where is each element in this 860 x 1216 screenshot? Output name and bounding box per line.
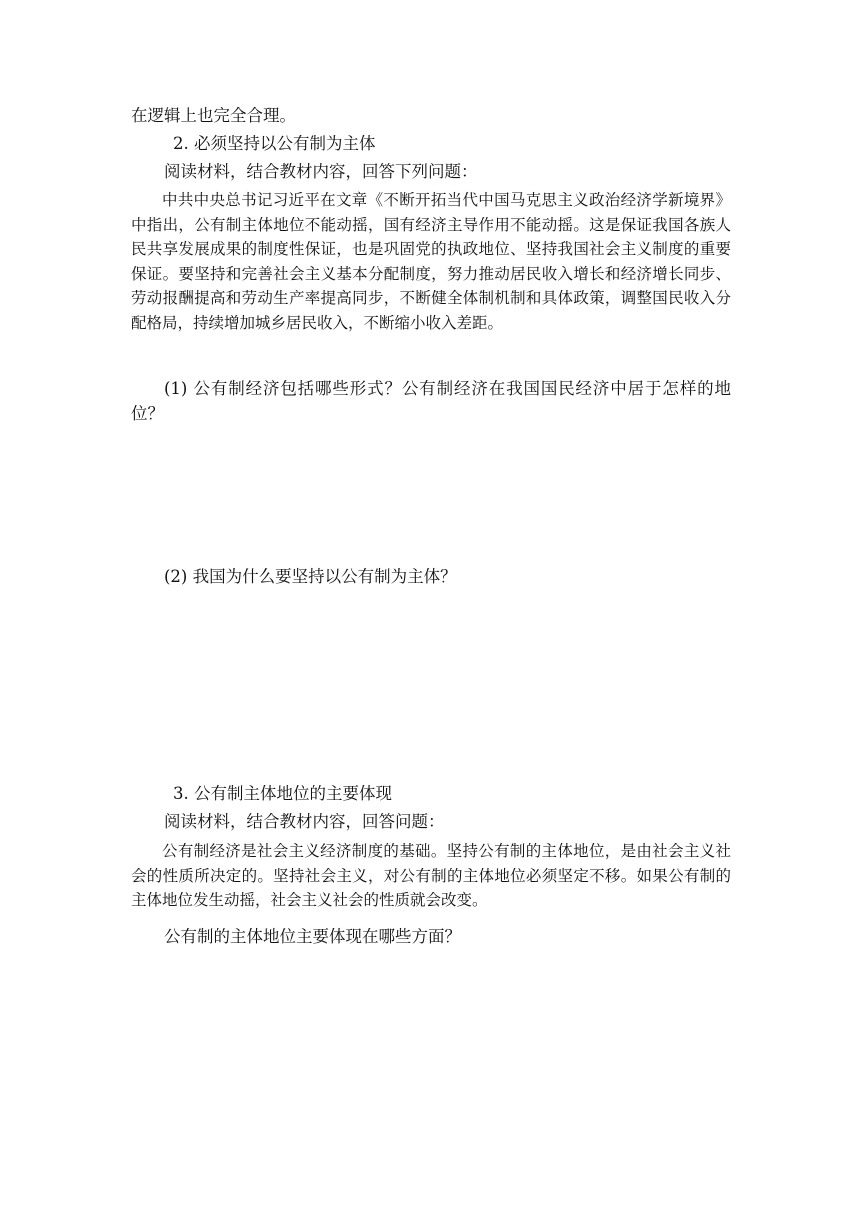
- section-3-instruction: 阅读材料，结合教材内容，回答问题：: [164, 812, 445, 831]
- section-2-instruction: 阅读材料，结合教材内容，回答下列问题：: [164, 162, 478, 181]
- section-2-heading: 2. 必须坚持以公有制为主体: [173, 134, 376, 153]
- section-3-material: 公有制经济是社会主义经济制度的基础。坚持公有制的主体地位，是由社会主义社会的性质所决定的。坚持社会主义，对公有制的主体地位必须坚定不移。如果公有制的主体地位发生动摇，社会主义社会的性质就会改变。: [131, 842, 731, 909]
- question-2: (2) 我国为什么要坚持以公有制为主体？: [164, 567, 457, 586]
- continued-text-line: 在逻辑上也完全合理。: [131, 106, 296, 125]
- question-1: (1) 公有制经济包括哪些形式？公有制经济在我国国民经济中居于怎样的地位？: [131, 379, 731, 423]
- section-2-material: 中共中央总书记习近平在文章《不断开拓当代中国马克思主义政治经济学新境界》中指出，公有制主体地位不能动摇，国有经济主导作用不能动摇。这是保证我国各族人民共享发展成果的制度性保证，也是巩固党的执政地位、坚持我国社会主义制度的重要保证。要坚持和完善社会主义基本分配制度，努力推动居民收入增长和经济增长同步、劳动报酬提高和劳动生产率提高同步，不断健全体制机制和具体政策，调整国民收入分配格局，持续增加城乡居民收入，不断缩小收入差距。: [131, 191, 731, 332]
- section-3-heading: 3. 公有制主体地位的主要体现: [173, 784, 392, 803]
- section-3-question: 公有制的主体地位主要体现在哪些方面？: [164, 927, 461, 946]
